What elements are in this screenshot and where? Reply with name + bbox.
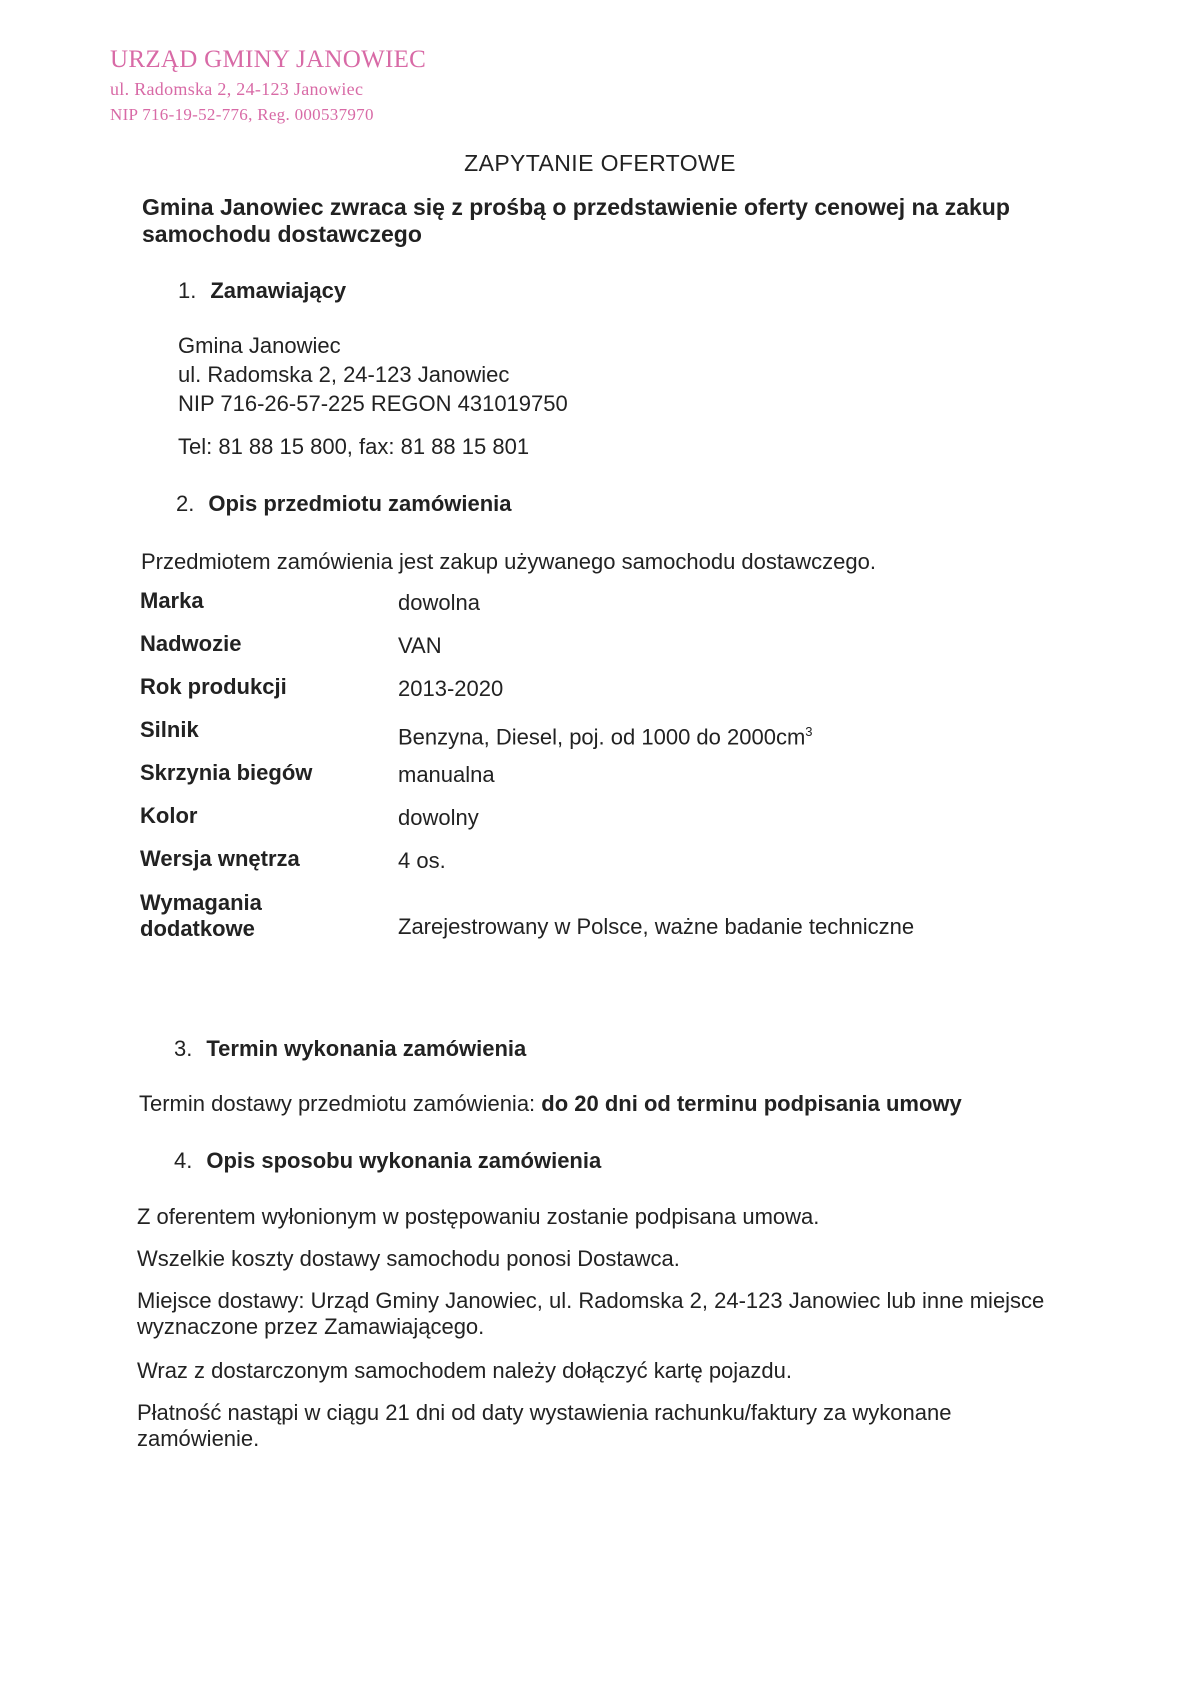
section-3-number: 3. bbox=[174, 1036, 193, 1061]
paragraph: Wraz z dostarczonym samochodem należy dołączyć kartę pojazdu. bbox=[137, 1358, 792, 1383]
spec-label: Wersja wnętrza bbox=[140, 846, 300, 871]
section-2-heading bbox=[176, 491, 512, 517]
spec-label: Nadwozie bbox=[140, 631, 242, 656]
document-intro: Gmina Janowiec zwraca się z prośbą o przedstawienie oferty cenowej na zakup samochodu dostawczego bbox=[142, 194, 1010, 247]
contact-name: Gmina Janowiec bbox=[178, 333, 341, 358]
delivery-term-text: Termin dostawy przedmiotu zamówienia: bbox=[139, 1091, 542, 1116]
spec-label: Wymagania dodatkowe bbox=[140, 890, 262, 941]
delivery-term-bold: do 20 dni od terminu podpisania umowy bbox=[541, 1091, 962, 1116]
spec-label: Skrzynia biegów bbox=[140, 760, 313, 785]
contact-address: ul. Radomska 2, 24-123 Janowiec bbox=[178, 362, 510, 387]
paragraph: Wszelkie koszty dostawy samochodu ponosi Dostawca. bbox=[137, 1246, 680, 1271]
stamp-line-1: URZĄD GMINY JANOWIEC bbox=[110, 46, 427, 73]
section-4-title: Opis sposobu wykonania zamówienia bbox=[206, 1148, 602, 1173]
stamp-line-3: NIP 716-19-52-776, Reg. 000537970 bbox=[110, 105, 374, 124]
section-3-title: Termin wykonania zamówienia bbox=[206, 1036, 527, 1061]
spec-value: Benzyna, Diesel, poj. od 1000 do 2000cm bbox=[398, 724, 806, 750]
spec-value: dowolna bbox=[398, 590, 480, 615]
spec-value: 2013-2020 bbox=[398, 676, 504, 701]
spec-value: manualna bbox=[398, 762, 495, 787]
superscript: 3 bbox=[805, 724, 813, 739]
delivery-term bbox=[139, 1091, 962, 1117]
spec-label: Rok produkcji bbox=[140, 674, 287, 699]
spec-value: 4 os. bbox=[398, 848, 446, 873]
spec-label: Marka bbox=[140, 588, 204, 613]
spec-label: Kolor bbox=[140, 803, 198, 828]
contact-tax-ids: NIP 716-26-57-225 REGON 431019750 bbox=[178, 391, 568, 416]
section-4-number: 4. bbox=[174, 1148, 193, 1173]
section-2-number: 2. bbox=[176, 491, 195, 516]
section-1-heading bbox=[178, 278, 346, 304]
stamp-line-2: ul. Radomska 2, 24-123 Janowiec bbox=[110, 79, 364, 99]
section-2-title: Opis przedmiotu zamówienia bbox=[208, 491, 512, 516]
section-2-intro: Przedmiotem zamówienia jest zakup używanego samochodu dostawczego. bbox=[141, 549, 876, 574]
spec-value: Zarejestrowany w Polsce, ważne badanie techniczne bbox=[398, 914, 915, 939]
section-3-heading bbox=[174, 1036, 526, 1062]
spec-value: VAN bbox=[398, 633, 442, 658]
section-1-number: 1. bbox=[178, 278, 197, 303]
spec-value-engine bbox=[398, 719, 813, 750]
paragraph: Z oferentem wyłonionym w postępowaniu zostanie podpisana umowa. bbox=[137, 1204, 820, 1229]
document-title: ZAPYTANIE OFERTOWE bbox=[464, 150, 736, 176]
spec-value: dowolny bbox=[398, 805, 479, 830]
paragraph: Miejsce dostawy: Urząd Gminy Janowiec, ul. Radomska 2, 24-123 Janowiec lub inne miejsce wyznaczone przez Zamawiającego. bbox=[137, 1288, 1045, 1339]
contact-phone: Tel: 81 88 15 800, fax: 81 88 15 801 bbox=[178, 434, 530, 459]
paragraph: Płatność nastąpi w ciągu 21 dni od daty wystawienia rachunku/faktury za wykonane zamówienie. bbox=[137, 1400, 952, 1451]
section-1-title: Zamawiający bbox=[210, 278, 347, 303]
spec-label: Silnik bbox=[140, 717, 199, 742]
office-stamp bbox=[110, 46, 426, 125]
section-4-heading bbox=[174, 1148, 601, 1174]
